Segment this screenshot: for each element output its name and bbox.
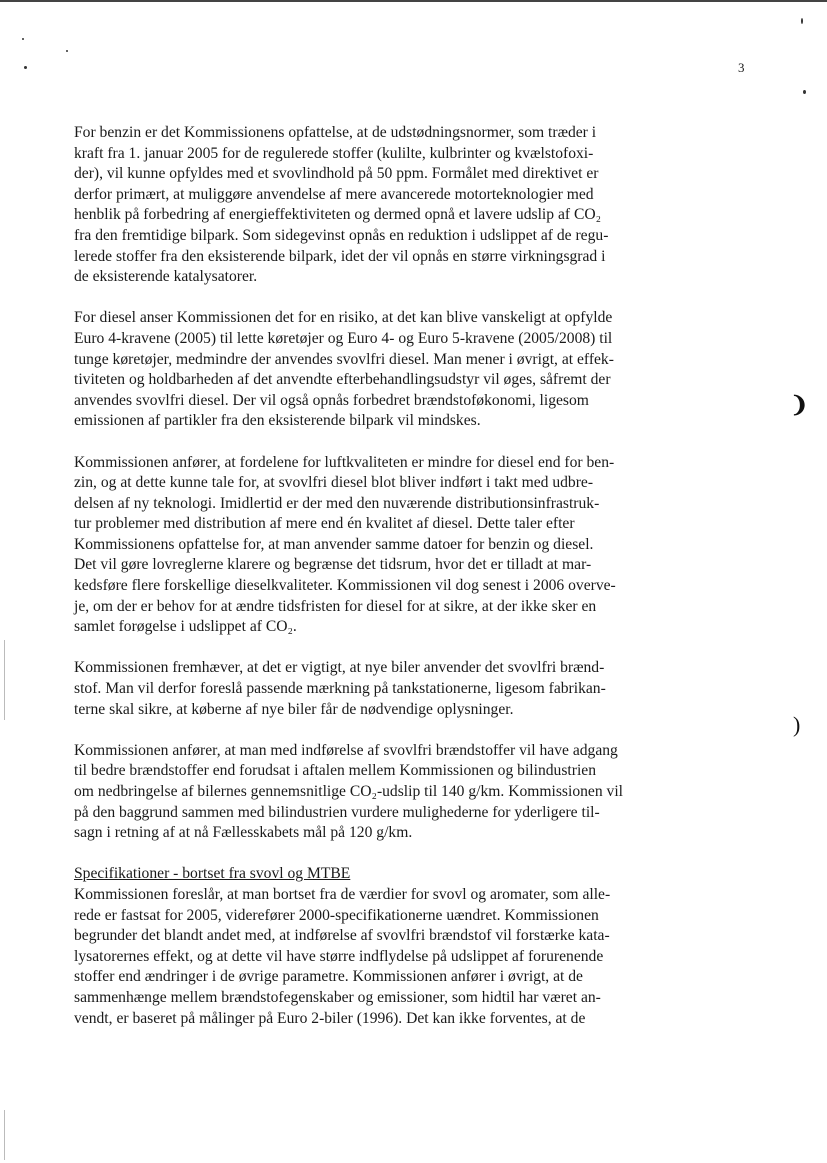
text-line: kedsføre flere forskellige dieselkvaliteter. Kommissionen vil dog senest i 2006 overve- — [74, 577, 616, 595]
paragraph — [74, 453, 764, 638]
paragraph — [74, 123, 764, 288]
scan-margin-line — [4, 640, 5, 720]
scan-speck — [801, 18, 803, 24]
text-line: stof. Man vil derfor foreslå passende mærkning på tankstationerne, ligesom fabrikan- — [74, 680, 606, 698]
text-line: Kommissionen foreslår, at man bortset fra de værdier for svovl og aromater, som alle- — [74, 885, 611, 903]
text-line: sammenhænge mellem brændstofegenskaber og emissioner, som hidtil har været an- — [74, 988, 601, 1006]
text-line: sagn i retning af at nå Fællesskabets mål på 120 g/km. — [74, 824, 413, 842]
page-number: 3 — [738, 60, 745, 75]
text-line: Det vil gøre lovreglerne klarere og begrænse det tidsrum, hvor det er tilladt at mar- — [74, 556, 592, 574]
scan-speck — [24, 66, 27, 69]
text-line: vendt, er baseret på målinger på Euro 2-biler (1996). Det kan ikke forventes, at de — [74, 1009, 586, 1027]
paragraph — [74, 658, 764, 720]
section-body — [74, 885, 764, 1029]
text-line: zin, og at dette kunne tale for, at svovlfri diesel blot bliver indført i takt med udbre- — [74, 474, 594, 492]
text-line: je, om der er behov for at ændre tidsfristen for diesel for at sikre, at der ikke sker en — [74, 597, 597, 615]
text-line: henblik på forbedring af energieffektiviteten og dermed opnå et lavere udslip af CO₂ — [74, 206, 602, 224]
text-line: om nedbringelse af bilernes gennemsnitlige CO₂-udslip til 140 g/km. Kommissionen vil — [74, 783, 623, 800]
text-line: samlet forøgelse i udslippet af CO₂. — [74, 618, 297, 636]
section-heading: Specifikationer - bortset fra svovl og MTBE — [74, 865, 351, 883]
text-line: anvendes svovlfri diesel. Der vil også opnås forbedret brændstoføkonomi, ligesom — [74, 391, 589, 409]
scan-ink-mark: ❩ — [790, 392, 809, 417]
text-line: lerede stoffer fra den eksisterende bilpark, idet der vil opnås en større virkningsgrad i — [74, 247, 606, 265]
text-line: lysatorernes effekt, og at dette vil have større indflydelse på udslippet af forurenende — [74, 947, 604, 965]
scan-top-border — [0, 0, 827, 2]
scan-margin-line — [4, 1110, 5, 1160]
text-line: Kommissionen fremhæver, at det er vigtigt, at nye biler anvender det svovlfri brænd- — [74, 659, 605, 677]
text-line: tiviteten og holdbarheden af det anvendte efterbehandlingsudstyr vil øges, såfremt der — [74, 371, 611, 389]
text-line: tur problemer med distribution af mere end én kvalitet af diesel. Dette taler efter — [74, 515, 575, 533]
text-line: på den baggrund sammen med bilindustrien vurdere mulighederne for yderligere til- — [74, 803, 600, 821]
text-line: fra den fremtidige bilpark. Som sidegevinst opnås en reduktion i udslippet af de regu- — [74, 226, 609, 244]
scan-speck — [22, 38, 24, 40]
text-line: derfor primært, at muliggøre anvendelse af mere avancerede motorteknologier med — [74, 185, 594, 203]
text-line: til bedre brændstoffer end forudsat i aftalen mellem Kommissionen og bilindustrien — [74, 762, 596, 780]
paragraph — [74, 741, 764, 844]
text-line: Euro 4-kravene (2005) til lette køretøjer og Euro 4- og Euro 5-kravene (2005/2008) til — [74, 329, 613, 347]
paragraph — [74, 308, 764, 432]
text-line: Kommissionen anfører, at fordelene for luftkvaliteten er mindre for diesel end for ben- — [74, 453, 615, 471]
text-line: stoffer end ændringer i de øvrige parametre. Kommissionen anfører i øvrigt, at de — [74, 968, 583, 986]
text-line: der), vil kunne opfyldes med et svovlindhold på 50 ppm. Formålet med direktivet er — [74, 165, 599, 183]
scan-speck — [66, 50, 68, 52]
text-line: terne skal sikre, at køberne af nye biler får de nødvendige oplysninger. — [74, 700, 514, 718]
scan-ink-mark: ) — [793, 712, 801, 737]
text-line: de eksisterende katalysatorer. — [74, 268, 258, 286]
document-body — [74, 123, 764, 1029]
text-line: begrunder det blandt andet med, at indførelse af svovlfri brændstof vil forstærke kata- — [74, 927, 610, 945]
text-line: emissionen af partikler fra den eksisterende bilpark vil mindskes. — [74, 412, 481, 430]
text-line: Kommissionen anfører, at man med indførelse af svovlfri brændstoffer vil have adgang — [74, 741, 618, 759]
text-line: kraft fra 1. januar 2005 for de regulerede stoffer (kulilte, kulbrinter og kvælstofoxi- — [74, 144, 594, 162]
text-line: For diesel anser Kommissionen det for en risiko, at det kan blive vanskeligt at opfylde — [74, 309, 613, 327]
paragraphs — [74, 123, 764, 844]
text-line: rede er fastsat for 2005, viderefører 2000-specifikationerne uændret. Kommissionen — [74, 906, 599, 924]
text-line: tunge køretøjer, medmindre der anvendes svovlfri diesel. Man mener i øvrigt, at effek- — [74, 350, 614, 368]
text-line: delsen af ny teknologi. Imidlertid er der med den nuværende distributionsinfrastruk- — [74, 494, 600, 512]
text-line: For benzin er det Kommissionens opfattelse, at de udstødningsnormer, som træder i — [74, 124, 597, 141]
text-line: Kommissionens opfattelse for, at man anvender samme datoer for benzin og diesel. — [74, 535, 594, 553]
scan-speck — [803, 90, 806, 94]
